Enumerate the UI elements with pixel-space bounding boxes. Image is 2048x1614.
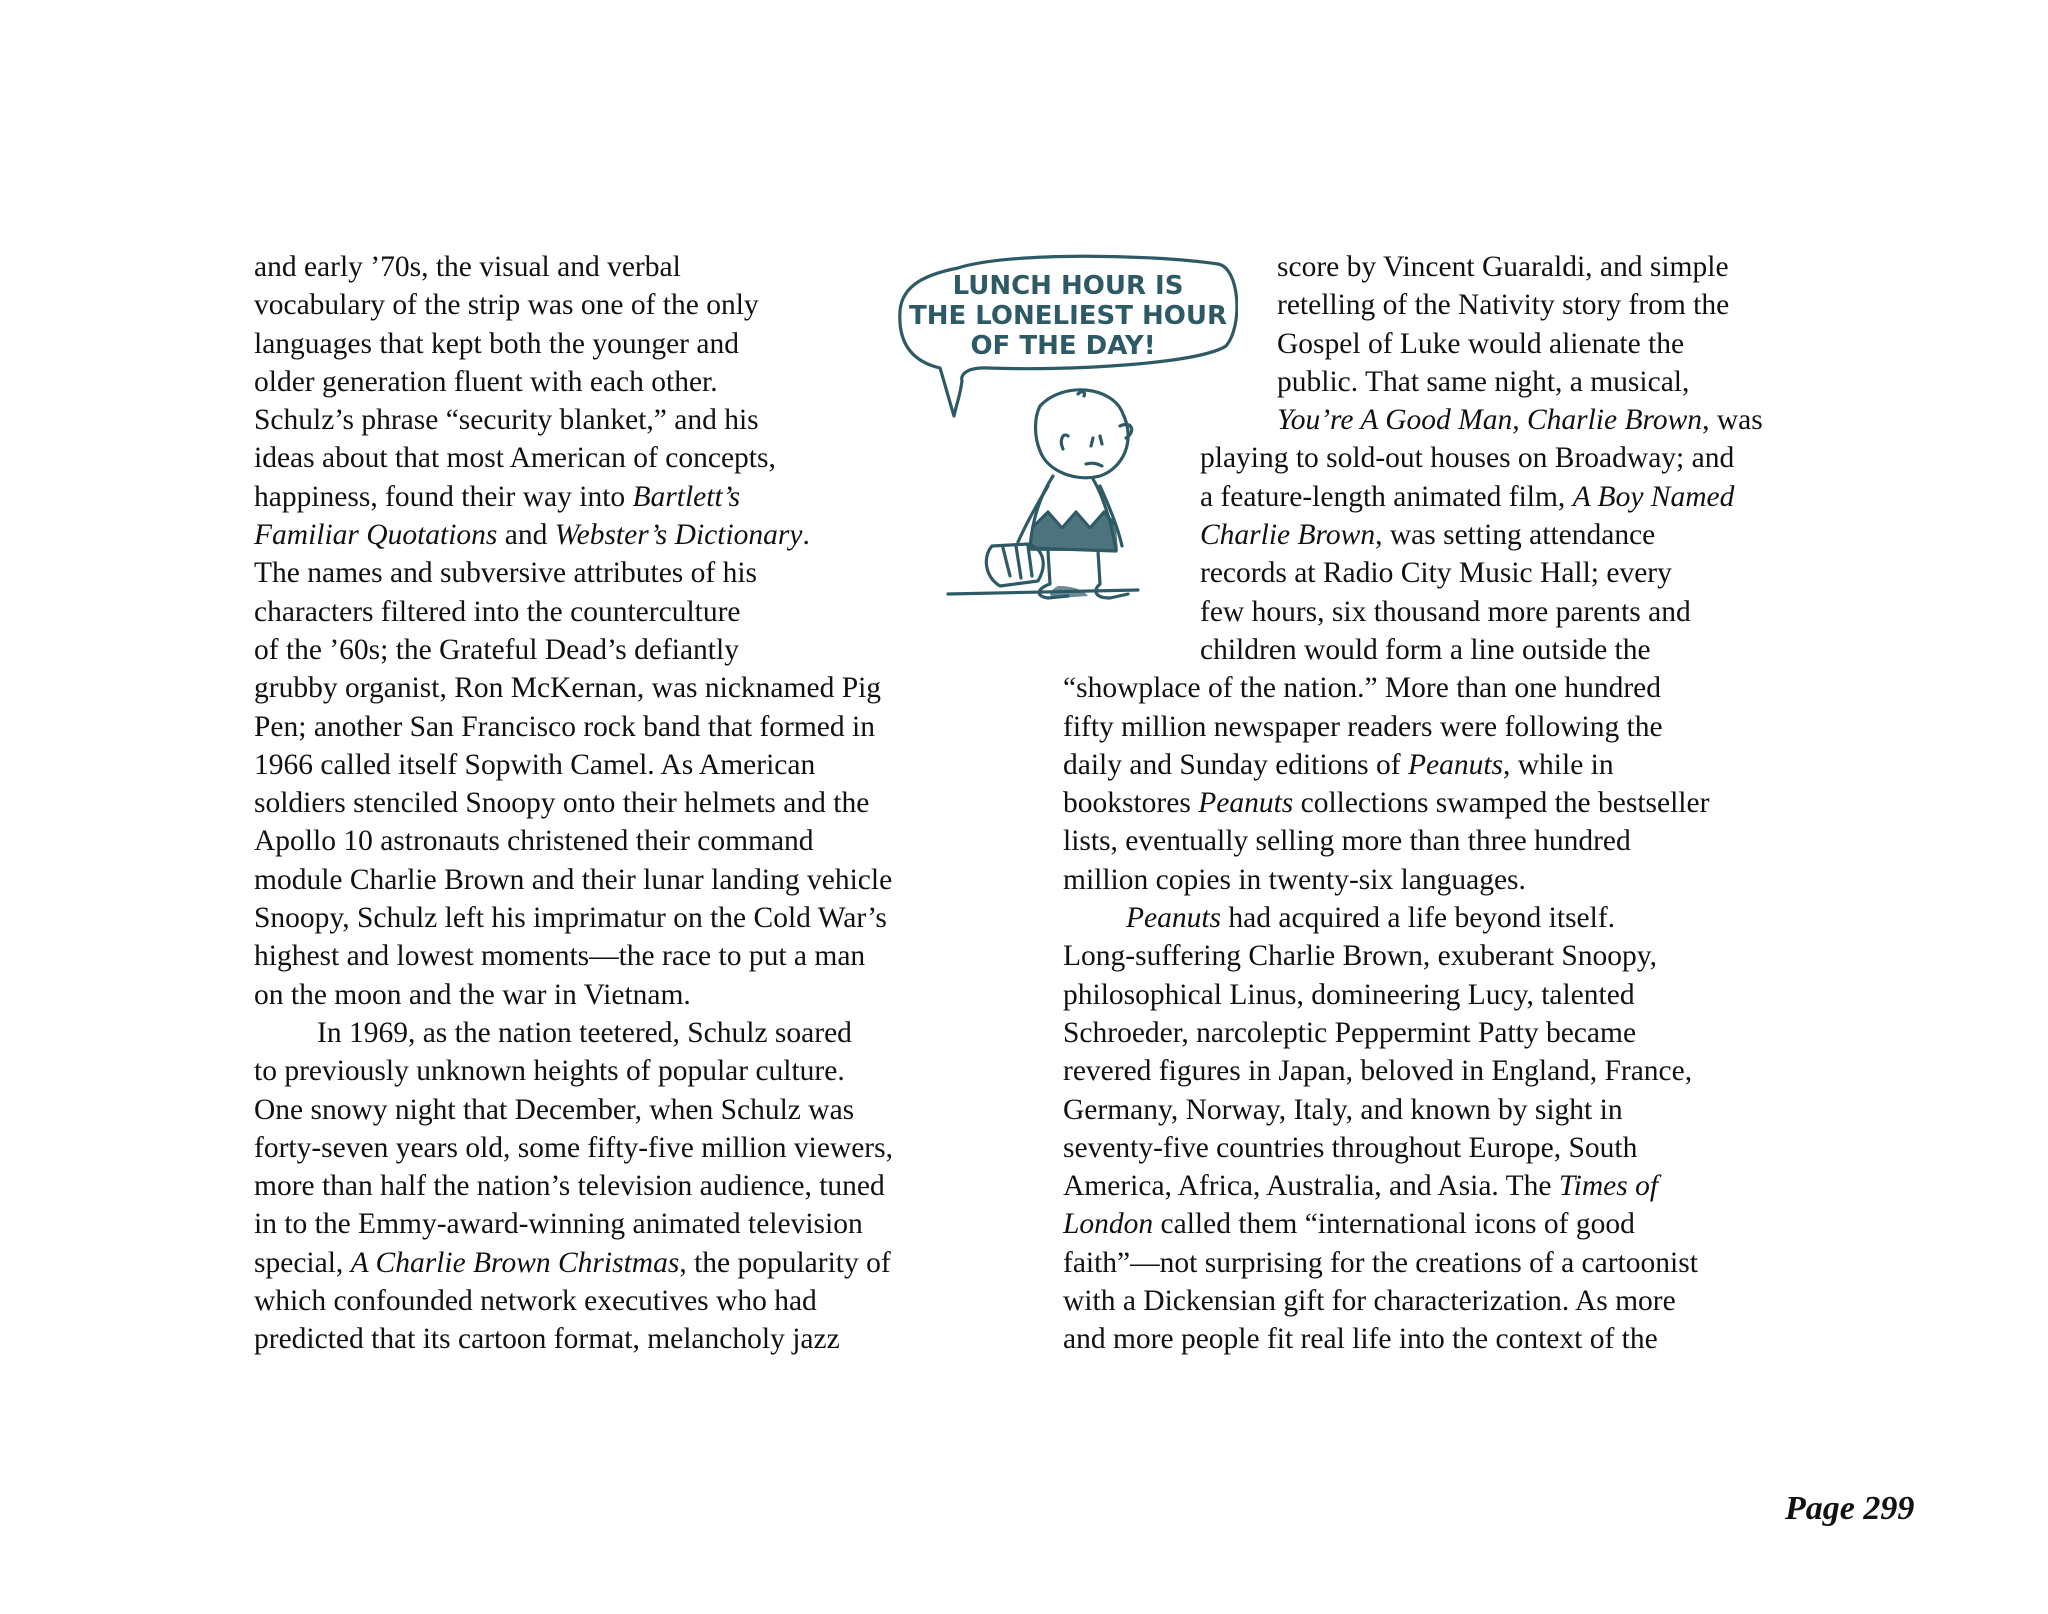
charlie-brown-head [1036,390,1129,478]
speech-line-2: THE LONELIEST HOUR [908,301,1228,331]
text-line [254,1014,893,1052]
body-text: soldiers stenciled Snoopy onto their helmets and the [254,787,870,820]
text-line [254,286,893,324]
body-text: Snoopy, Schulz left his imprimatur on the Cold War’s [254,902,887,935]
text-line [1063,1014,1763,1052]
body-text: Schroeder, narcoleptic Peppermint Patty became [1063,1016,1637,1049]
body-text: grubby organist, Ron McKernan, was nicknamed Pig [254,672,882,705]
text-line [1063,1205,1763,1243]
text-line [254,554,893,592]
body-text: ideas about that most American of concepts, [254,442,776,475]
text-line [1063,669,1763,707]
body-text: with a Dickensian gift for characterization. As more [1063,1285,1676,1318]
body-text: score by Vincent Guaraldi, and simple [1277,251,1729,283]
italic-title-text: Times of [1558,1170,1659,1203]
body-text: , the popularity of [679,1246,891,1279]
text-line [1063,861,1763,899]
text-line [254,516,893,554]
speech-line-3: OF THE DAY! [970,331,1156,361]
text-line [254,1091,893,1129]
body-text: to previously unknown heights of popular culture. [254,1055,845,1088]
body-text: Germany, Norway, Italy, and known by sight in [1063,1093,1623,1126]
text-line [1063,1282,1763,1320]
body-text: languages that kept both the younger and [254,327,739,360]
body-text: older generation fluent with each other. [254,365,718,398]
text-line [254,669,893,707]
body-text: few hours, six thousand more parents and [1200,595,1691,628]
italic-title-text: You’re A Good Man, Charlie Brown [1277,404,1703,437]
body-text: Pen; another San Francisco rock band that formed in [254,710,875,743]
italic-title-text: A Boy Named [1572,480,1735,513]
text-line [1063,746,1763,784]
body-text: , was setting attendance [1375,519,1656,552]
text-line [1063,976,1763,1014]
body-text: a feature-length animated film, [1200,480,1573,513]
body-text: public. That same night, a musical, [1277,365,1690,398]
italic-title-text: Peanuts [1198,787,1294,820]
left-text-column [254,248,893,1359]
text-line [254,631,893,669]
text-line [1063,1320,1763,1358]
body-text: in to the Emmy-award-winning animated television [254,1208,863,1241]
body-text: , was [1702,404,1763,437]
text-line [254,784,893,822]
text-line [1063,1091,1763,1129]
body-text: 1966 called itself Sopwith Camel. As American [254,748,816,781]
text-line [254,248,893,286]
body-text: highest and lowest moments—the race to put a man [254,940,866,973]
body-text: faith”—not surprising for the creations of a cartoonist [1063,1246,1698,1279]
italic-title-text: Charlie Brown [1200,519,1376,552]
text-line [254,1205,893,1243]
body-text: special, [254,1246,351,1279]
text-line [254,1282,893,1320]
body-text: called them “international icons of good [1153,1208,1635,1241]
italic-title-text: Webster’s Dictionary [554,519,803,552]
body-text: predicted that its cartoon format, melancholy jazz [254,1323,840,1356]
text-line [254,593,893,631]
text-line [254,861,893,899]
body-text: bookstores [1063,787,1199,820]
page-number: Page 299 [1785,1490,1915,1527]
body-text: The names and subversive attributes of his [254,557,758,590]
body-text: lists, eventually selling more than three hundred [1063,825,1631,858]
body-text: records at Radio City Music Hall; every [1200,557,1672,590]
text-line [1063,822,1763,860]
text-line [1063,708,1763,746]
text-line [254,1052,893,1090]
body-text: had acquired a life beyond itself. [1221,902,1616,935]
body-text: vocabulary of the strip was one of the only [254,289,759,322]
italic-title-text: London [1063,1208,1154,1241]
text-line [254,401,893,439]
body-text: daily and Sunday editions of [1063,748,1408,781]
body-text: which confounded network executives who had [254,1285,817,1318]
body-text: retelling of the Nativity story from the [1277,289,1730,322]
italic-title-text: A Charlie Brown Christmas [350,1246,680,1279]
text-line [254,708,893,746]
body-text: of the ’60s; the Grateful Dead’s defiantly [254,633,739,666]
text-line [254,363,893,401]
italic-title-text: Peanuts [1407,748,1503,781]
body-text: million copies in twenty-six languages. [1063,863,1526,896]
text-line [1063,1167,1763,1205]
text-line [254,1244,893,1282]
body-text: One snowy night that December, when Schulz was [254,1093,855,1126]
body-text: children would form a line outside the [1200,633,1651,666]
text-line [254,1320,893,1358]
text-line [254,899,893,937]
body-text: more than half the nation’s television audience, tuned [254,1170,885,1203]
body-text: happiness, found their way into [254,480,633,513]
body-text: Gospel of Luke would alienate the [1277,327,1685,360]
body-text: Schulz’s phrase “security blanket,” and his [254,404,759,437]
text-line [1063,937,1763,975]
body-text: philosophical Linus, domineering Lucy, talented [1063,978,1635,1011]
body-text: characters filtered into the counterculture [254,595,741,628]
body-text: fifty million newspaper readers were following the [1063,710,1663,743]
text-line [1063,784,1763,822]
body-text: Apollo 10 astronauts christened their command [254,825,814,858]
body-text: on the moon and the war in Vietnam. [254,978,691,1011]
body-text: . [802,519,810,552]
body-text: In 1969, as the nation teetered, Schulz soared [317,1016,852,1049]
body-text: collections swamped the bestseller [1293,787,1710,820]
body-text: and [497,519,555,552]
text-line [1063,899,1763,937]
text-line [254,1167,893,1205]
text-line [254,822,893,860]
text-line [254,325,893,363]
body-text: , while in [1503,748,1614,781]
body-text: “showplace of the nation.” More than one hundred [1063,672,1661,705]
italic-title-text: Peanuts [1126,902,1222,935]
italic-title-text: Familiar Quotations [254,519,498,552]
body-text: and more people fit real life into the context of the [1063,1323,1658,1356]
body-text: Long-suffering Charlie Brown, exuberant Snoopy, [1063,940,1657,973]
text-line [1063,1052,1763,1090]
text-line [254,1129,893,1167]
charlie-brown-illustration [888,246,1238,646]
text-line [254,937,893,975]
body-text: America, Africa, Australia, and Asia. The [1063,1170,1559,1203]
text-line [254,746,893,784]
text-line [254,976,893,1014]
text-line [254,478,893,516]
speech-line-1: LUNCH HOUR IS [952,271,1184,301]
body-text: seventy-five countries throughout Europe, South [1063,1131,1638,1164]
body-text: playing to sold-out houses on Broadway; and [1200,442,1735,475]
text-line [1063,1244,1763,1282]
body-text: and early ’70s, the visual and verbal [254,251,681,283]
text-line [1063,1129,1763,1167]
text-line [254,439,893,477]
body-text: module Charlie Brown and their lunar landing vehicle [254,863,893,896]
body-text: forty-seven years old, some fifty-five million viewers, [254,1131,893,1164]
body-text: revered figures in Japan, beloved in England, France, [1063,1055,1693,1088]
italic-title-text: Bartlett’s [632,480,741,513]
